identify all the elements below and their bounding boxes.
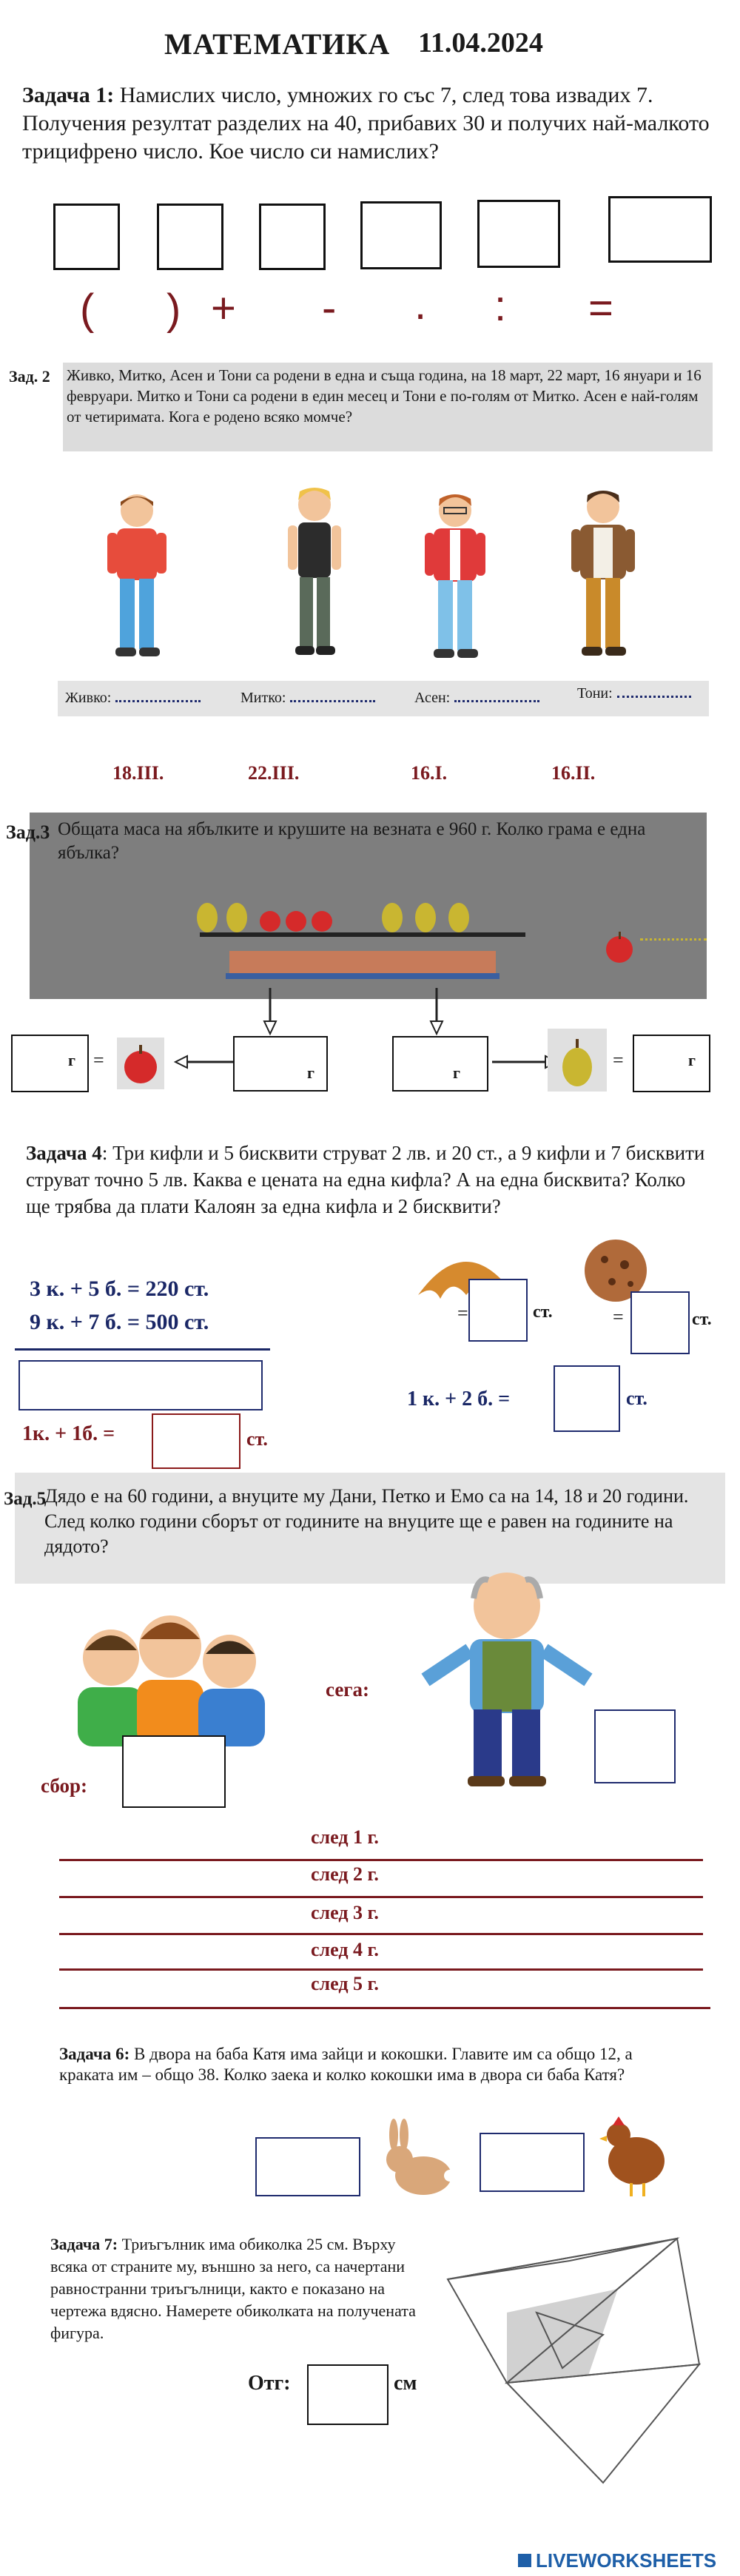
operator-minus[interactable]: - [322,284,337,332]
task2-text: Живко, Митко, Асен и Тони са родени в една и съща година, на 18 март, 22 март, 16 януари и 16 февруари. Митко и Тони са родени в един месец и Тони е по-голям от Митко. Асен е най-голям от четиримата. Кога е родено всяко момче? [67,366,702,426]
rabbit-icon [377,2116,462,2202]
task5-row-5-line[interactable] [59,2007,710,2009]
task1-answer-box-5[interactable] [477,200,560,268]
task5-row-5-label: след 5 г. [311,1973,379,1994]
task4-divider [15,1348,270,1351]
task1-answer-box-2[interactable] [157,204,223,270]
task5-row-1-label: след 1 г. [311,1826,379,1848]
task4-unit-1: ст. [246,1428,268,1450]
task5-row-3-line[interactable] [59,1933,703,1935]
answer-field-asen[interactable] [454,697,539,702]
task5-text: Дядо е на 60 години, а внуците му Дани, Петко и Емо са на 14, 18 и 20 години. След колко години сборът от годините на внуците ще е равен на годините на дядото? [44,1485,689,1557]
task5-row-2-line[interactable] [59,1896,703,1898]
liveworksheets-logo-icon [518,2554,531,2567]
name-mitko: Митко: [240,690,375,707]
operator-plus[interactable]: + [211,284,236,332]
grandchildren-illustration [67,1606,274,1746]
task4-eq-sign-1: = [457,1302,468,1324]
task4-unit-2: ст. [533,1302,553,1322]
operator-equals[interactable]: = [588,284,613,332]
answer-field-zhivko[interactable] [115,697,201,702]
task5-row-2-label: след 2 г. [311,1863,379,1885]
answer-field-mitko[interactable] [290,697,375,702]
date-option-1[interactable]: 18.III. [112,762,164,784]
name-toni: Тони: [577,685,691,702]
task5-sum-answer-box[interactable] [122,1735,226,1808]
scale-illustration [185,877,540,981]
operator-dot[interactable]: . [414,280,427,329]
task4-croissant-answer-box[interactable] [468,1279,528,1342]
operator-close-paren[interactable]: ) [166,286,181,334]
task1-text: Задача 1: Намислих число, умножих го със 7, след това извадих 7. Получения резултат разделих на 40, прибавих 30 и получих най-малкото трицифрено число. Кое число си намислих? [22,83,710,164]
date-option-3[interactable]: 16.I. [411,762,448,784]
task7-text: Задача 7: Триъгълник има обиколка 25 см. Върху всяка от страните му, външно за него, са начертани равностранни триъгълници, както е показано на чертежа вдясно. Намерете обиколката на получената фигура. [50,2235,416,2342]
task4-equation-2: 9 к. + 7 б. = 500 ст. [30,1310,209,1334]
task3-unit-3: г [453,1063,460,1082]
task6-text: Задача 6: В двора на баба Катя има зайци и кокошки. Главите им са общо 12, а краката им – общо 38. Колко заека и колко кокошки има в двора си баба Катя? [59,2045,633,2084]
date-option-2[interactable]: 22.III. [248,762,300,784]
task7-answer-label: Отг: [248,2372,291,2395]
task6-rabbits-answer-box[interactable] [255,2137,360,2196]
task7-unit: см [394,2372,417,2395]
date-option-4[interactable]: 16.II. [551,762,596,784]
page-title: МАТЕМАТИКА [164,27,391,61]
task3-apple-dots [640,938,707,941]
name-asen: Асен: [414,690,539,707]
task4-total-answer-box[interactable] [554,1365,620,1432]
task5-grandfather-age-box[interactable] [594,1709,676,1783]
task3-unit-1: г [68,1051,75,1069]
task3-text: Общата маса на ябълките и крушите на везната е 960 г. Колко грама е една ябълка? [58,819,646,863]
boy-illustration-1 [96,488,178,666]
operator-divide[interactable]: : [494,282,507,330]
triangle-diagram [433,2239,714,2486]
task5-sum-label: сбор: [41,1775,87,1797]
task4-equation-1: 3 к. + 5 б. = 220 ст. [30,1277,209,1301]
answer-field-toni[interactable] [617,693,691,698]
apple-icon [601,929,638,966]
task1-answer-box-1[interactable] [53,204,120,270]
apple-icon-2 [117,1038,164,1089]
footer-brand[interactable]: LIVEWORKSHEETS [518,2549,716,2572]
operator-open-paren[interactable]: ( [80,286,95,334]
task3-apple-answer-box[interactable] [11,1035,89,1092]
task3-unit-2: г [307,1063,314,1082]
task4-work-box[interactable] [18,1360,263,1410]
task3-right-pan-box[interactable] [392,1036,488,1092]
task3-eq-1: = [93,1049,104,1071]
task3-eq-2: = [613,1049,624,1071]
task4-unit-4: ст. [626,1388,648,1409]
chicken-icon [598,2109,672,2202]
boy-illustration-3 [414,488,496,670]
page-date: 11.04.2024 [418,27,543,58]
task6-chickens-answer-box[interactable] [480,2133,585,2192]
task4-equation-3: 1к. + 1б. = [22,1422,115,1445]
boy-illustration-4 [562,485,644,666]
task5-now-label: сега: [326,1678,370,1701]
task4-equation-4: 1 к. + 2 б. = [407,1388,511,1410]
task3-unit-4: г [688,1051,696,1069]
task4-sum-answer-box[interactable] [152,1413,240,1469]
task2-label: Зад. 2 [9,367,50,386]
task7-answer-box[interactable] [307,2364,388,2425]
task3-pear-answer-box[interactable] [633,1035,710,1092]
task4-text: Задача 4: Три кифли и 5 бисквити струват 2 лв. и 20 ст., а 9 кифли и 7 бисквити струват точно 5 лв. Каква е цената на една кифла? А на една бисквита? Колко ще трябва да плати Калоян за една кифла и 2 бисквити? [26,1142,705,1217]
task5-row-1-line[interactable] [59,1859,703,1861]
boy-illustration-2 [278,481,352,666]
task4-eq-sign-2: = [613,1306,624,1328]
name-zhivko: Живко: [65,690,201,707]
task1-answer-box-3[interactable] [259,204,326,270]
grandfather-illustration [414,1561,599,1791]
task1-answer-box-6[interactable] [608,196,712,263]
task4-unit-3: ст. [692,1310,712,1329]
task3-label: Зад.3 [6,821,50,843]
task1-answer-box-4[interactable] [360,201,442,269]
pear-icon [548,1029,607,1092]
task5-row-4-label: след 4 г. [311,1939,379,1960]
task5-row-3-label: след 3 г. [311,1902,379,1923]
task4-biscuit-answer-box[interactable] [630,1291,690,1354]
task5-label: Зад.5 [4,1489,47,1509]
task5-row-4-line[interactable] [59,1968,703,1971]
